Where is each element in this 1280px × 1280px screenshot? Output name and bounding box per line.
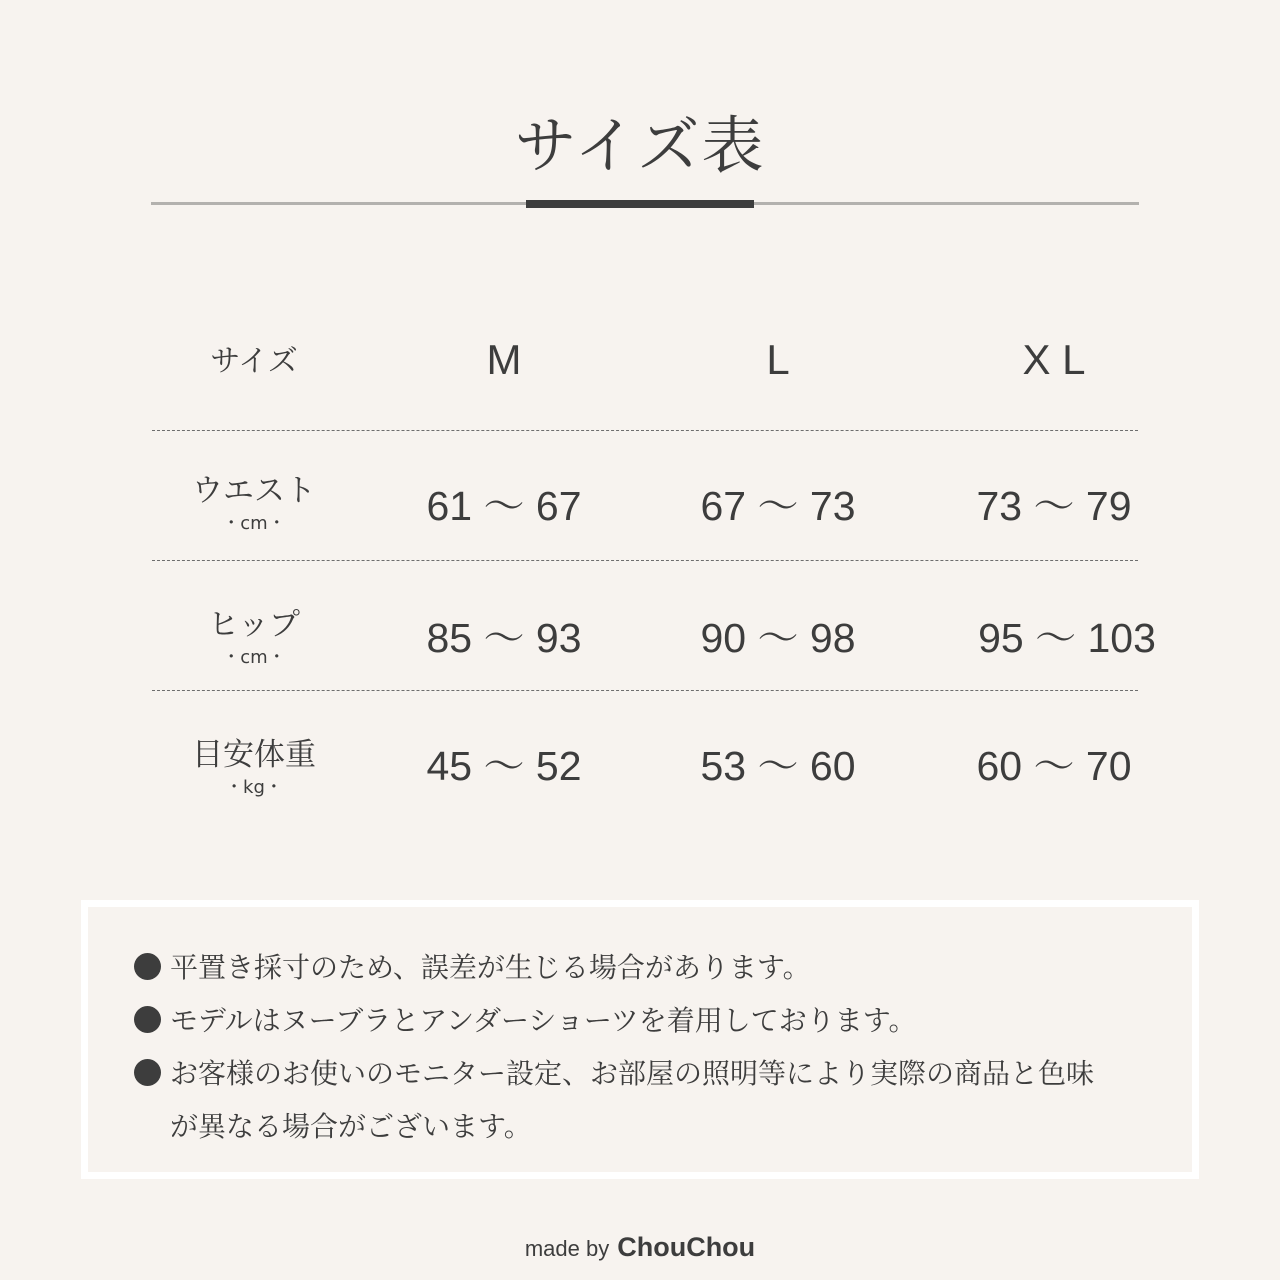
size-xl-header: X L	[1022, 336, 1086, 383]
brand-logo: ChouChou	[617, 1232, 756, 1262]
title-underline-accent	[526, 200, 754, 208]
size-header-text: サイズ	[210, 344, 298, 379]
waist-m-value: 61 〜 67	[426, 483, 582, 529]
hip-xl-value: 95 〜 103	[978, 615, 1156, 661]
table-row-waist	[152, 431, 1138, 561]
bullet-icon	[134, 953, 161, 980]
hip-unit: ・cm・	[222, 647, 286, 668]
waist-label	[152, 471, 356, 535]
bullet-icon	[134, 1006, 161, 1033]
footer-credit	[0, 1232, 1280, 1263]
hip-label	[152, 605, 356, 669]
table-header-row	[152, 290, 1138, 431]
hip-label-text: ヒップ	[207, 607, 301, 643]
weight-unit: ・kg・	[225, 777, 283, 798]
weight-label-text: 目安体重	[192, 737, 316, 773]
waist-l-value: 67 〜 73	[700, 483, 856, 529]
size-header-label	[152, 342, 356, 382]
weight-xl-value: 60 〜 70	[976, 743, 1132, 789]
hip-l-value: 90 〜 98	[700, 615, 856, 661]
note-text: 平置き採寸のため、誤差が生じる場合があります。	[170, 951, 811, 984]
waist-xl-value: 73 〜 79	[976, 483, 1132, 529]
page-title: サイズ表	[514, 109, 766, 182]
weight-m-value: 45 〜 52	[426, 743, 582, 789]
weight-l-value: 53 〜 60	[700, 743, 856, 789]
size-l-header: L	[766, 336, 790, 383]
waist-unit: ・cm・	[222, 513, 286, 534]
notes-box	[81, 900, 1199, 1179]
bullet-icon	[134, 1059, 161, 1086]
waist-label-text: ウエスト	[192, 473, 316, 509]
note-text: お客様のお使いのモニター設定、お部屋の照明等により実際の商品と色味	[170, 1057, 1095, 1090]
size-m-header: M	[486, 336, 522, 383]
footer-prefix: made by	[524, 1236, 610, 1261]
note-text: が異なる場合がございます。	[170, 1110, 532, 1143]
weight-label	[152, 735, 356, 799]
table-row-hip	[152, 561, 1156, 691]
size-table	[152, 290, 1156, 821]
table-row-weight	[152, 691, 1138, 821]
note-text: モデルはヌーブラとアンダーショーツを着用しております。	[170, 1004, 917, 1037]
hip-m-value: 85 〜 93	[426, 615, 582, 661]
